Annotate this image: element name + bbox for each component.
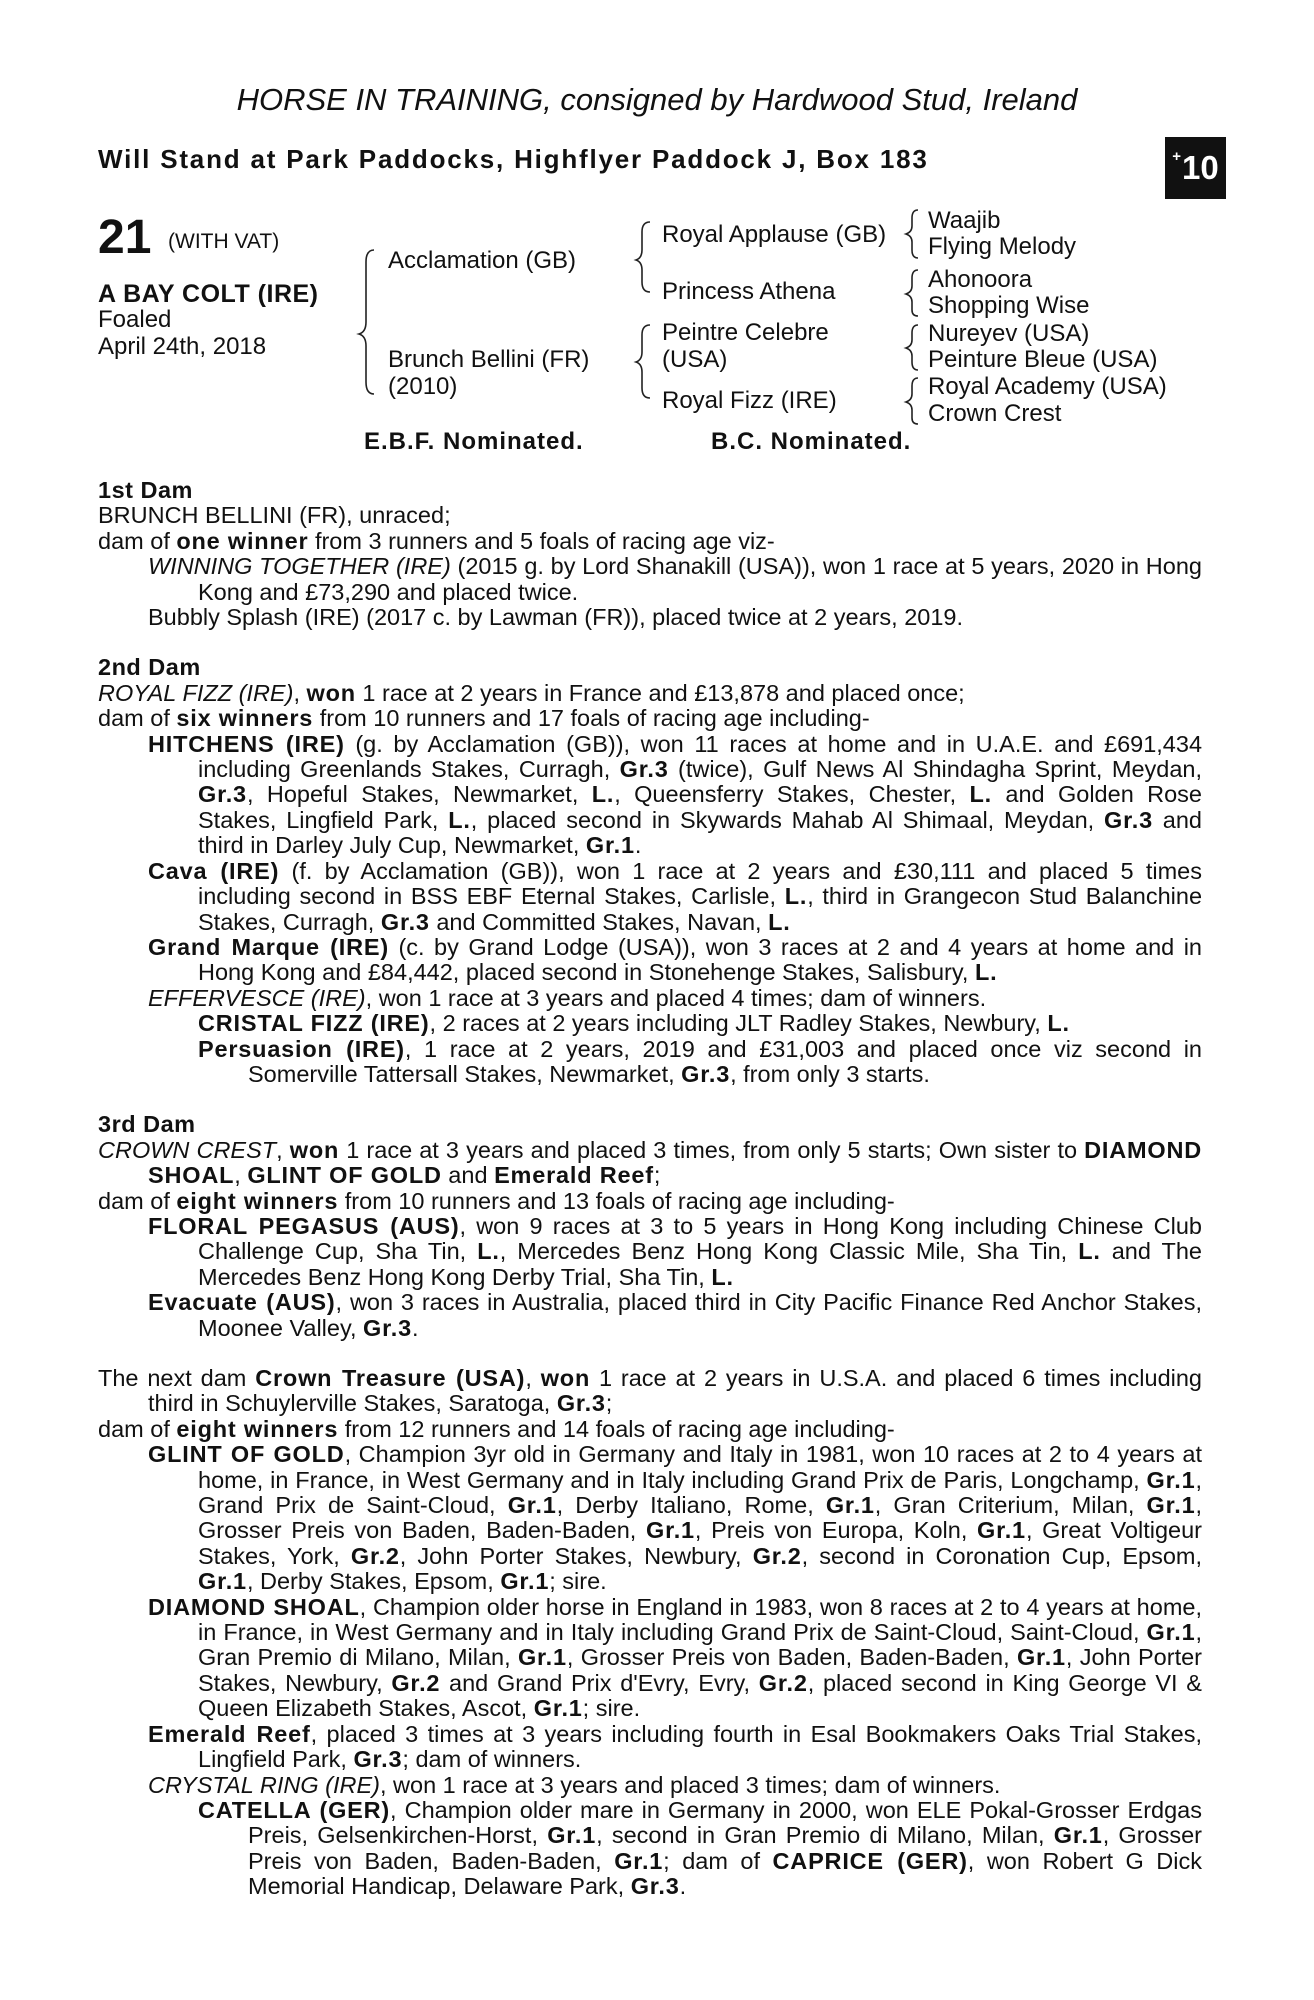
- produce-entry: CATELLA (GER), Champion older mare in Germany in 2000, won ELE Pokal-Grosser Erdgas Preis, Gelsenkirchen-Horst, Gr.1, second in Gran Premio di Milano, Milan, Gr.1, Grosser Preis von Baden, Baden-Baden, Gr.1; dam of CAPRICE (GER), won Robert G Dick Memorial Handicap, Delaware Park, Gr.3.: [198, 1796, 1202, 1900]
- dam-dam-dam: Crown Crest: [928, 400, 1062, 427]
- produce-entry: Evacuate (AUS), won 3 races in Australia, placed third in City Pacific Finance Red Anchor Stakes, Moonee Valley, Gr.3.: [148, 1289, 1202, 1341]
- dam-year: (2010): [388, 373, 458, 400]
- brace-gen1: [359, 250, 374, 394]
- produce-entry: Persuasion (IRE), 1 race at 2 years, 2019 and £31,003 and placed once viz second in Somerville Tattersall Stakes, Newmarket, Gr.3, from only 3 starts.: [198, 1035, 1202, 1087]
- brace-gen3-2: [906, 270, 918, 316]
- dam-sire-country: (USA): [662, 346, 728, 373]
- bc-nominated: B.C. Nominated.: [711, 428, 912, 455]
- brace-gen3-1: [906, 210, 918, 258]
- sire-dam: Princess Athena: [662, 278, 836, 305]
- second-dam-produce: dam of six winners from 10 runners and 17 foals of racing age including-: [98, 705, 870, 732]
- produce-entry: CRISTAL FIZZ (IRE), 2 races at 2 years including JLT Radley Stakes, Newbury, L.: [198, 1010, 1070, 1037]
- stand-location: Will Stand at Park Paddocks, Highflyer Paddock J, Box 183: [98, 144, 929, 174]
- first-dam-heading: 1st Dam: [98, 477, 193, 503]
- second-dam-summary: ROYAL FIZZ (IRE), won 1 race at 2 years in France and £13,878 and placed once;: [98, 679, 965, 706]
- dam-dam-sire: Royal Academy (USA): [928, 373, 1167, 400]
- foaled-label: Foaled: [98, 306, 172, 333]
- brace-gen2-sire: [636, 222, 650, 292]
- produce-entry: Cava (IRE) (f. by Acclamation (GB)), won 1 race at 2 years and £30,111 and placed 5 times including second in BSS EBF Eternal Stakes, Carlisle, L., third in Grangecon Stud Balanchine Stakes, Curragh, Gr.3 and Committed Stakes, Navan, L.: [148, 857, 1203, 935]
- produce-entry: GLINT OF GOLD, Champion 3yr old in Germany and Italy in 1981, won 10 races at 2 to 4 years at home, in France, in West Germany and in Italy including Grand Prix de Paris, Longchamp, Gr.1, Grand Prix de Saint-Cloud, Gr.1, Derby Italiano, Rome, Gr.1, Gran Criterium, Milan, Gr.1, Grosser Preis von Baden, Baden-Baden, Gr.1, Preis von Europa, Koln, Gr.1, Great Voltigeur Stakes, York, Gr.2, John Porter Stakes, Newbury, Gr.2, second in Coronation Cup, Epsom, Gr.1, Derby Stakes, Epsom, Gr.1; sire.: [148, 1441, 1203, 1595]
- sire-dam-sire: Ahonoora: [928, 266, 1033, 293]
- produce-entry: EFFERVESCE (IRE), won 1 race at 3 years and placed 4 times; dam of winners.: [148, 984, 987, 1011]
- lot-number: 21: [98, 211, 152, 264]
- lot-vat: (WITH VAT): [168, 230, 280, 253]
- dam: Brunch Bellini (FR): [388, 346, 590, 373]
- next-dam-produce: dam of eight winners from 12 runners and 14 foals of racing age including-: [98, 1415, 895, 1442]
- second-dam-heading: 2nd Dam: [98, 654, 201, 681]
- produce-entry: Emerald Reef, placed 3 times at 3 years including fourth in Esal Bookmakers Oaks Trial Stakes, Lingfield Park, Gr.3; dam of winners.: [148, 1720, 1202, 1773]
- dam-dam: Royal Fizz (IRE): [662, 387, 837, 414]
- brace-gen2-dam: [636, 325, 650, 398]
- produce-entry: FLORAL PEGASUS (AUS), won 9 races at 3 to 5 years in Hong Kong including Chinese Club Challenge Cup, Sha Tin, L., Mercedes Benz Hong Kong Classic Mile, Sha Tin, L. and The Mercedes Benz Hong Kong Derby Trial, Sha Tin, L.: [148, 1212, 1203, 1290]
- dam-sire: Peintre Celebre: [662, 319, 829, 346]
- next-dam-summary: The next dam Crown Treasure (USA), won 1 race at 2 years in U.S.A. and placed 6 times including third in Schuylerville Stakes, Saratoga, Gr.3;: [98, 1365, 1203, 1417]
- produce-entry: WINNING TOGETHER (IRE) (2015 g. by Lord Shanakill (USA)), won 1 race at 5 years, 2020 in Hong Kong and £73,290 and placed twice.: [148, 553, 1202, 605]
- ebf-nominated: E.B.F. Nominated.: [364, 428, 584, 455]
- produce-record: [98, 478, 1202, 1900]
- produce-entry: Grand Marque (IRE) (c. by Grand Lodge (USA)), won 3 races at 2 and 4 years at home and in Hong Kong and £84,442, placed second in Stonehenge Stakes, Salisbury, L.: [148, 933, 1203, 986]
- dam-sire-sire: Nureyev (USA): [928, 320, 1090, 347]
- first-dam-summary: BRUNCH BELLINI (FR), unraced;: [98, 502, 451, 529]
- produce-entry: HITCHENS (IRE) (g. by Acclamation (GB)), won 11 races at home and in U.A.E. and £691,434 including Greenlands Stakes, Curragh, Gr.3 (twice), Gulf News Al Shindagha Sprint, Meydan, Gr.3, Hopeful Stakes, Newmarket, L., Queensferry Stakes, Chester, L. and Golden Rose Stakes, Lingfield Park, L., placed second in Skywards Mahab Al Shimaal, Meydan, Gr.3 and third in Darley July Cup, Newmarket, Gr.1.: [148, 730, 1203, 859]
- sire: Acclamation (GB): [388, 247, 577, 274]
- third-dam-heading: 3rd Dam: [98, 1111, 196, 1138]
- badge-plus: +: [1172, 147, 1182, 165]
- dam-sire-dam: Peinture Bleue (USA): [928, 346, 1158, 373]
- produce-entry: CRYSTAL RING (IRE), won 1 race at 3 years and placed 3 times; dam of winners.: [148, 1771, 1001, 1798]
- third-dam-produce: dam of eight winners from 10 runners and 13 foals of racing age including-: [98, 1187, 895, 1214]
- third-dam-summary: CROWN CREST, won 1 race at 3 years and placed 3 times, from only 5 starts; Own sister to DIAMOND SHOAL, GLINT OF GOLD and Emerald Reef;: [98, 1136, 1203, 1189]
- sire-dam-dam: Shopping Wise: [928, 292, 1090, 319]
- brace-gen3-4: [906, 378, 918, 424]
- sire-sire-dam: Flying Melody: [928, 233, 1077, 260]
- sire-sire-sire: Waajib: [928, 207, 1001, 234]
- catalogue-header: HORSE IN TRAINING, consigned by Hardwood Stud, Ireland: [236, 82, 1078, 117]
- produce-entry: Bubbly Splash (IRE) (2017 c. by Lawman (FR)), placed twice at 2 years, 2019.: [148, 604, 964, 631]
- sire-sire: Royal Applause (GB): [662, 221, 887, 248]
- foaled-date: April 24th, 2018: [98, 333, 267, 360]
- produce-entry: DIAMOND SHOAL, Champion older horse in England in 1983, won 8 races at 2 to 4 years at home, in France, in West Germany and in Italy including Grand Prix de Saint-Cloud, Saint-Cloud, Gr.1, Gran Premio di Milano, Milan, Gr.1, Grosser Preis von Baden, Baden-Baden, Gr.1, John Porter Stakes, Newbury, Gr.2 and Grand Prix d'Evry, Evry, Gr.2, placed second in King George VI & Queen Elizabeth Stakes, Ascot, Gr.1; sire.: [148, 1593, 1202, 1722]
- brace-gen3-3: [906, 325, 918, 370]
- horse-description: A BAY COLT (IRE): [98, 280, 319, 308]
- badge-number: 10: [1182, 149, 1219, 186]
- first-dam-produce: dam of one winner from 3 runners and 5 foals of racing age viz-: [98, 527, 775, 554]
